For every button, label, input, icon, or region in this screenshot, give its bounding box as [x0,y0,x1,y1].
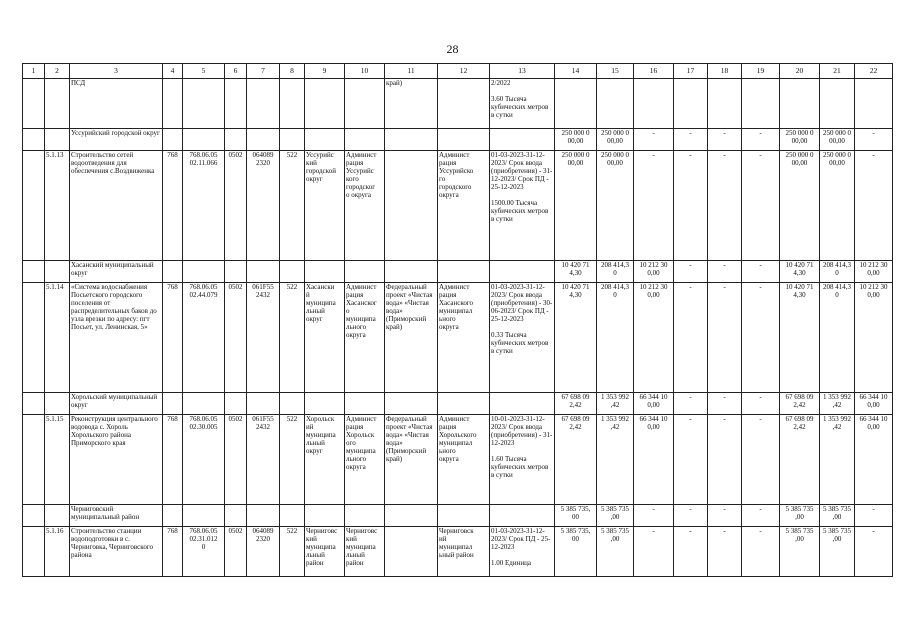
cell-col-3: Строительство сетей водоотведения для обеспечения с.Воздвиженка [70,151,163,261]
cell-col-2: 5.1.15 [45,415,70,505]
cell-col-7: 064089 2320 [247,527,280,577]
subtotal-row [23,505,893,527]
cell-col-22: - [855,129,893,151]
cell-col-13: 2/2022 3.60 Тысяча кубических метров в сутки [490,79,555,129]
cell-col-8: 522 [280,151,305,261]
cell-col-2 [45,129,70,151]
col-header: 11 [385,64,438,79]
cell-col-22: 10 212 30 0,00 [855,283,893,393]
cell-col-5: 768.06.05 02.30.005 [183,415,225,505]
cell-col-20: 250 000 0 00,00 [780,129,820,151]
cell-col-18: - [708,505,742,527]
cell-col-11: Федеральный проект «Чистая вода» «Чистая вода» (Приморский край) [385,415,438,505]
cell-col-9: Уссурийс кий городской округ [305,151,345,261]
cell-col-3: Уссурийский городской округ [70,129,163,151]
subtotal-row [23,393,893,415]
cell-col-3: Хасанский муниципальный округ [70,261,163,283]
col-header: 21 [820,64,855,79]
cell-col-9: Черниговс кий муниципа льный район [305,527,345,577]
cell-col-7 [247,393,280,415]
cell-col-5 [183,505,225,527]
cell-col-21: 1 353 992 ,42 [820,415,855,505]
cell-col-6 [225,261,247,283]
cell-col-4: 768 [163,283,183,393]
cell-col-22: - [855,505,893,527]
cell-col-11: Федеральный проект «Чистая вода» «Чистая вода» (Приморский край) [385,283,438,393]
col-header: 4 [163,64,183,79]
cell-col-6: 0502 [225,151,247,261]
cell-col-5 [183,393,225,415]
cell-col-7 [247,129,280,151]
cell-col-2: 5.1.16 [45,527,70,577]
cell-col-19: - [742,151,780,261]
cell-col-2 [45,393,70,415]
cell-col-13 [490,129,555,151]
cell-col-14: 250 000 0 00,00 [555,151,597,261]
cell-col-15: 5 385 735 ,00 [597,527,634,577]
cell-col-4: 768 [163,527,183,577]
cell-col-1 [23,129,45,151]
cell-col-3: Хорольский муниципальный округ [70,393,163,415]
cell-col-11 [385,527,438,577]
cell-col-14: 10 420 71 4,30 [555,283,597,393]
cell-col-3: ПСД [70,79,163,129]
cell-col-3: «Система водоснабжения Посьетского городского поселения от распределительных баков до узла врезки по адресу: пгт Посьет, ул. Ленинская, 5» [70,283,163,393]
col-header: 20 [780,64,820,79]
budget-table [22,63,893,577]
col-header: 6 [225,64,247,79]
cell-col-14: 67 698 09 2,42 [555,393,597,415]
cell-col-14: 67 698 09 2,42 [555,415,597,505]
cell-col-12 [438,505,490,527]
cell-col-7: 061F55 2432 [247,283,280,393]
cell-col-16: 10 212 30 0,00 [634,283,674,393]
cell-col-7 [247,505,280,527]
cell-col-21 [820,79,855,129]
cell-col-9 [305,261,345,283]
cell-col-16: - [634,151,674,261]
cell-col-12 [438,393,490,415]
cell-col-4 [163,505,183,527]
cell-col-2 [45,505,70,527]
col-header: 17 [674,64,708,79]
col-header: 8 [280,64,305,79]
cell-col-18 [708,79,742,129]
col-header: 5 [183,64,225,79]
cell-col-21: 208 414,3 0 [820,283,855,393]
cell-col-11 [385,505,438,527]
cell-col-8 [280,261,305,283]
cell-col-21: 208 414,3 0 [820,261,855,283]
cell-col-4: 768 [163,151,183,261]
cell-col-17: - [674,283,708,393]
cell-col-3: Строительство станции водоподготовки в с. Черниговка, Черниговского района [70,527,163,577]
cell-col-10 [345,79,385,129]
cell-col-12: Админист рация Уссурийско го городского округа [438,151,490,261]
cell-col-18: - [708,151,742,261]
cell-col-8: 522 [280,415,305,505]
cell-col-22: 66 344 10 0,00 [855,415,893,505]
cell-col-3: Реконструкция центрального водовода с. Хороль Хорольского района Приморского края [70,415,163,505]
cell-col-16: - [634,505,674,527]
cell-col-21: 250 000 0 00,00 [820,129,855,151]
cell-col-11 [385,393,438,415]
cell-col-17: - [674,505,708,527]
cell-col-4 [163,261,183,283]
col-header: 15 [597,64,634,79]
cell-col-19: - [742,261,780,283]
cell-col-8 [280,505,305,527]
cell-col-20: 10 420 71 4,30 [780,283,820,393]
cell-col-15: 1 353 992 ,42 [597,415,634,505]
col-header: 9 [305,64,345,79]
cell-col-14: 250 000 0 00,00 [555,129,597,151]
cell-col-12: Админист рация Хорольского муниципал ьного округа [438,415,490,505]
cell-col-11 [385,151,438,261]
cell-col-19: - [742,505,780,527]
cell-col-22: - [855,527,893,577]
cell-col-13 [490,261,555,283]
cell-col-13 [490,505,555,527]
table-row [23,527,893,577]
cell-col-10 [345,129,385,151]
cell-col-12 [438,261,490,283]
cell-col-18: - [708,393,742,415]
col-header: 14 [555,64,597,79]
cell-col-22 [855,79,893,129]
cell-col-16: 66 344 10 0,00 [634,393,674,415]
col-header: 13 [490,64,555,79]
cell-col-1 [23,415,45,505]
cell-col-17: - [674,129,708,151]
cell-col-20 [780,79,820,129]
cell-col-7 [247,79,280,129]
cell-col-4 [163,393,183,415]
cell-col-9 [305,393,345,415]
cell-col-6 [225,393,247,415]
cell-col-5: 768.06.05 02.11.066 [183,151,225,261]
cell-col-11 [385,261,438,283]
col-header: 18 [708,64,742,79]
page-number: 28 [446,42,459,56]
cell-col-8 [280,393,305,415]
cell-col-9: Хорольск ий муниципа льный округ [305,415,345,505]
cell-col-19: - [742,129,780,151]
cell-col-10 [345,261,385,283]
header-row [23,64,893,79]
cell-col-8 [280,129,305,151]
cell-col-4 [163,79,183,129]
cell-col-19 [742,79,780,129]
cell-col-13: 01-03-2023-31-12-2023/ Срок ввода (приобретения) - 31-12-2023/ Срок ПД - 25-12-2023 1500.00 Тысяча кубических метров в сутки [490,151,555,261]
cell-col-20: 10 420 71 4,30 [780,261,820,283]
cell-col-9 [305,129,345,151]
col-header: 19 [742,64,780,79]
cell-col-13: 10-01-2023-31-12-2023/ Срок ввода (приобретения) - 31-12-2023 1.60 Тысяча кубических метров в сутки [490,415,555,505]
cell-col-2 [45,79,70,129]
cell-col-12: Черниговск ий муниципал ьный район [438,527,490,577]
cell-col-17: - [674,151,708,261]
cell-col-14: 5 385 735, 00 [555,527,597,577]
col-header: 12 [438,64,490,79]
col-header: 1 [23,64,45,79]
cell-col-16 [634,79,674,129]
cell-col-21: 5 385 735 ,00 [820,527,855,577]
cell-col-15: 208 414,3 0 [597,283,634,393]
col-header: 2 [45,64,70,79]
cell-col-19: - [742,527,780,577]
cell-col-22: - [855,151,893,261]
cell-col-21: 5 385 735 ,00 [820,505,855,527]
cell-col-14 [555,79,597,129]
cell-col-6: 0502 [225,415,247,505]
cell-col-1 [23,527,45,577]
cell-col-15: 5 385 735 ,00 [597,505,634,527]
col-header: 22 [855,64,893,79]
cell-col-18: - [708,283,742,393]
col-header: 10 [345,64,385,79]
cell-col-17 [674,79,708,129]
cell-col-14: 10 420 71 4,30 [555,261,597,283]
cell-col-11 [385,129,438,151]
cell-col-3: Черниговский муниципальный район [70,505,163,527]
cell-col-5 [183,129,225,151]
cell-col-13: 01-03-2023-31-12-2023/ Срок ПД - 25-12-2023 1.00 Единица [490,527,555,577]
cell-col-12 [438,79,490,129]
cell-col-15: 250 000 0 00,00 [597,129,634,151]
cell-col-16: - [634,527,674,577]
cell-col-13 [490,393,555,415]
subtotal-row [23,261,893,283]
cell-col-8 [280,79,305,129]
cell-col-19: - [742,283,780,393]
cell-col-19: - [742,393,780,415]
cell-col-17: - [674,393,708,415]
cell-col-10: Черниговс кий муниципа льный район [345,527,385,577]
cell-col-16: - [634,129,674,151]
cell-col-10: Админист рация Хорольск ого муниципа льного округа [345,415,385,505]
cell-col-7 [247,261,280,283]
cell-col-20: 250 000 0 00,00 [780,151,820,261]
subtotal-row [23,129,893,151]
cell-col-22: 66 344 10 0,00 [855,393,893,415]
cell-col-5: 768.06.05 02.31.012 0 [183,527,225,577]
cell-col-18: - [708,527,742,577]
cell-col-6: 0502 [225,527,247,577]
cell-col-1 [23,151,45,261]
cell-col-5 [183,261,225,283]
col-header: 16 [634,64,674,79]
cell-col-14: 5 385 735, 00 [555,505,597,527]
cell-col-4: 768 [163,415,183,505]
cell-col-12: Админист рация Хасанского муниципал ьного округа [438,283,490,393]
cell-col-1 [23,283,45,393]
table-row [23,415,893,505]
cell-col-15: 250 000 0 00,00 [597,151,634,261]
cell-col-20: 5 385 735 ,00 [780,527,820,577]
cell-col-9 [305,505,345,527]
cell-col-9: Хасански й муниципа льный округ [305,283,345,393]
table-row [23,79,893,129]
cell-col-18: - [708,129,742,151]
cell-col-18: - [708,261,742,283]
cell-col-20: 67 698 09 2,42 [780,415,820,505]
cell-col-5: 768.06.05 02.44.079 [183,283,225,393]
cell-col-2: 5.1.13 [45,151,70,261]
cell-col-10: Админист рация Хасанског о муниципа льного округа [345,283,385,393]
cell-col-8: 522 [280,527,305,577]
cell-col-17: - [674,527,708,577]
cell-col-2 [45,261,70,283]
cell-col-6 [225,505,247,527]
cell-col-13: 01-03-2023-31-12-2023/ Срок ввода (приобретения) - 30-06-2023/ Срок ПД - 25-12-2023 0.33 Тысяча кубических метров в сутки [490,283,555,393]
cell-col-5 [183,79,225,129]
cell-col-17: - [674,415,708,505]
cell-col-18: - [708,415,742,505]
cell-col-12 [438,129,490,151]
cell-col-1 [23,505,45,527]
table-row [23,151,893,261]
cell-col-7: 061F55 2432 [247,415,280,505]
cell-col-21: 1 353 992 ,42 [820,393,855,415]
cell-col-6 [225,79,247,129]
cell-col-15 [597,79,634,129]
col-header: 7 [247,64,280,79]
cell-col-19: - [742,415,780,505]
cell-col-10: Админист рация Уссурийс кого городског о округа [345,151,385,261]
cell-col-10 [345,393,385,415]
cell-col-17: - [674,261,708,283]
cell-col-1 [23,79,45,129]
col-header: 3 [70,64,163,79]
cell-col-10 [345,505,385,527]
cell-col-16: 66 344 10 0,00 [634,415,674,505]
cell-col-4 [163,129,183,151]
cell-col-6: 0502 [225,283,247,393]
cell-col-15: 208 414,3 0 [597,261,634,283]
cell-col-1 [23,261,45,283]
cell-col-9 [305,79,345,129]
cell-col-6 [225,129,247,151]
cell-col-8: 522 [280,283,305,393]
cell-col-15: 1 353 992 ,42 [597,393,634,415]
cell-col-11: край) [385,79,438,129]
cell-col-7: 064089 2320 [247,151,280,261]
cell-col-20: 5 385 735 ,00 [780,505,820,527]
cell-col-20: 67 698 09 2,42 [780,393,820,415]
table-row [23,283,893,393]
cell-col-22: 10 212 30 0,00 [855,261,893,283]
cell-col-16: 10 212 30 0,00 [634,261,674,283]
cell-col-2: 5.1.14 [45,283,70,393]
cell-col-21: 250 000 0 00,00 [820,151,855,261]
cell-col-1 [23,393,45,415]
